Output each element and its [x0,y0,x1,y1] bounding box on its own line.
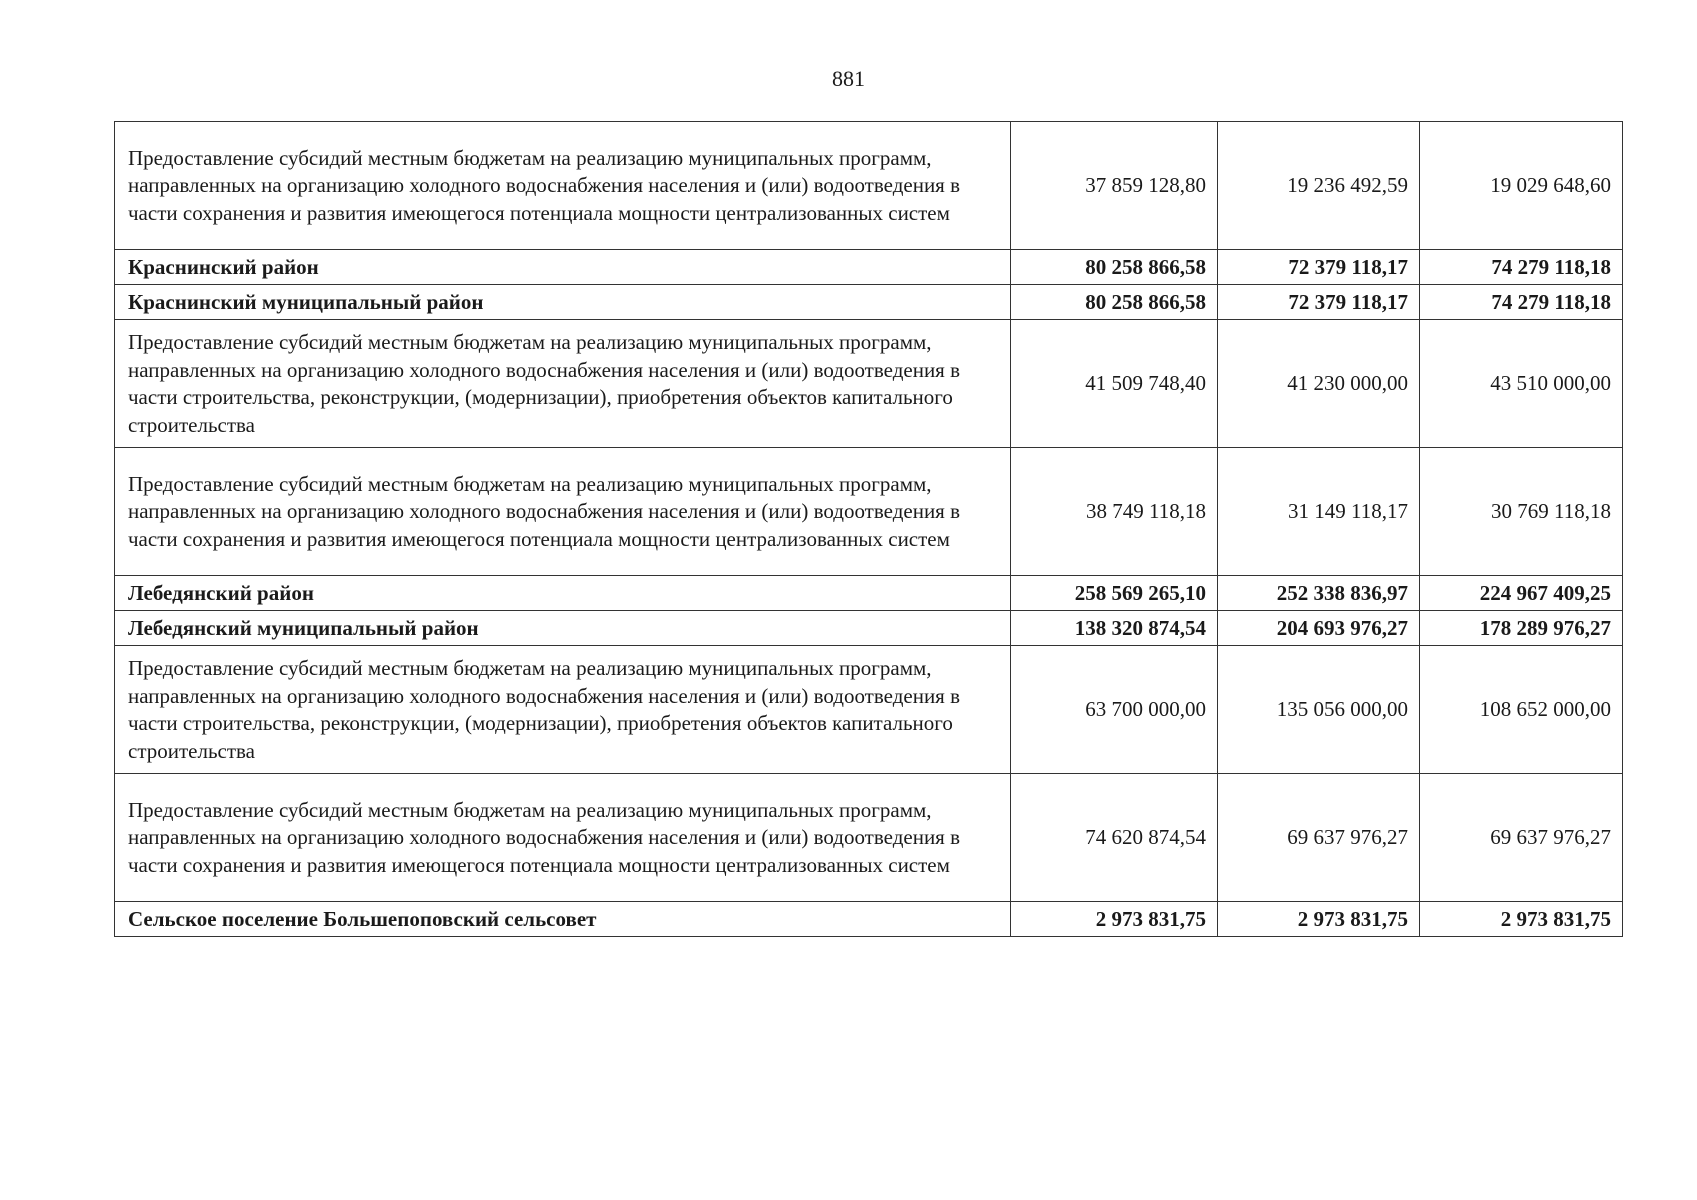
row-value-1-cell: 258 569 265,10 [1011,576,1218,611]
row-value-3-cell: 43 510 000,00 [1420,320,1623,448]
table-row [115,250,1623,285]
row-value-1-cell: 80 258 866,58 [1011,285,1218,320]
row-value-2-cell: 69 637 976,27 [1218,774,1420,902]
row-value-2-cell: 252 338 836,97 [1218,576,1420,611]
row-value-1-cell: 37 859 128,80 [1011,122,1218,250]
row-value-3-cell: 19 029 648,60 [1420,122,1623,250]
row-value-2-cell: 72 379 118,17 [1218,285,1420,320]
row-name-cell: Лебедянский район [115,576,1011,611]
page-number: 881 [832,66,865,91]
row-value-3-cell: 224 967 409,25 [1420,576,1623,611]
row-value-2-cell: 2 973 831,75 [1218,902,1420,937]
row-value-2-cell: 41 230 000,00 [1218,320,1420,448]
row-name-cell: Краснинский район [115,250,1011,285]
row-value-2-cell: 19 236 492,59 [1218,122,1420,250]
table-row [115,611,1623,646]
row-value-1-cell: 138 320 874,54 [1011,611,1218,646]
row-name-cell: Предоставление субсидий местным бюджетам на реализацию муниципальных программ, направленных на организацию холодного водоснабжения населения и (или) водоотведения в части сохранения и развития имеющегося потенциала мощности централизованных систем [115,774,1011,902]
row-name-cell: Предоставление субсидий местным бюджетам на реализацию муниципальных программ, направленных на организацию холодного водоснабжения населения и (или) водоотведения в части строительства, реконструкции, (модернизации), приобретения объектов капитального строительства [115,320,1011,448]
row-value-3-cell: 74 279 118,18 [1420,250,1623,285]
row-name-cell: Лебедянский муниципальный район [115,611,1011,646]
row-value-1-cell: 63 700 000,00 [1011,646,1218,774]
row-name-cell: Предоставление субсидий местным бюджетам на реализацию муниципальных программ, направленных на организацию холодного водоснабжения населения и (или) водоотведения в части строительства, реконструкции, (модернизации), приобретения объектов капитального строительства [115,646,1011,774]
row-value-2-cell: 135 056 000,00 [1218,646,1420,774]
table-row [115,576,1623,611]
row-value-1-cell: 41 509 748,40 [1011,320,1218,448]
table-row [115,320,1623,448]
table-row [115,774,1623,902]
row-name-cell: Краснинский муниципальный район [115,285,1011,320]
row-value-3-cell: 69 637 976,27 [1420,774,1623,902]
budget-table [114,121,1623,937]
row-value-2-cell: 204 693 976,27 [1218,611,1420,646]
row-value-2-cell: 72 379 118,17 [1218,250,1420,285]
table-row [115,122,1623,250]
row-value-2-cell: 31 149 118,17 [1218,448,1420,576]
row-name-cell: Предоставление субсидий местным бюджетам на реализацию муниципальных программ, направленных на организацию холодного водоснабжения населения и (или) водоотведения в части сохранения и развития имеющегося потенциала мощности централизованных систем [115,448,1011,576]
row-name-cell: Предоставление субсидий местным бюджетам на реализацию муниципальных программ, направленных на организацию холодного водоснабжения населения и (или) водоотведения в части сохранения и развития имеющегося потенциала мощности централизованных систем [115,122,1011,250]
row-value-1-cell: 74 620 874,54 [1011,774,1218,902]
row-value-3-cell: 30 769 118,18 [1420,448,1623,576]
row-value-1-cell: 80 258 866,58 [1011,250,1218,285]
row-value-3-cell: 108 652 000,00 [1420,646,1623,774]
table-row [115,902,1623,937]
row-name-cell: Сельское поселение Большепоповский сельсовет [115,902,1011,937]
row-value-1-cell: 38 749 118,18 [1011,448,1218,576]
row-value-1-cell: 2 973 831,75 [1011,902,1218,937]
row-value-3-cell: 74 279 118,18 [1420,285,1623,320]
table-row [115,448,1623,576]
row-value-3-cell: 178 289 976,27 [1420,611,1623,646]
table-row [115,285,1623,320]
row-value-3-cell: 2 973 831,75 [1420,902,1623,937]
table-row [115,646,1623,774]
